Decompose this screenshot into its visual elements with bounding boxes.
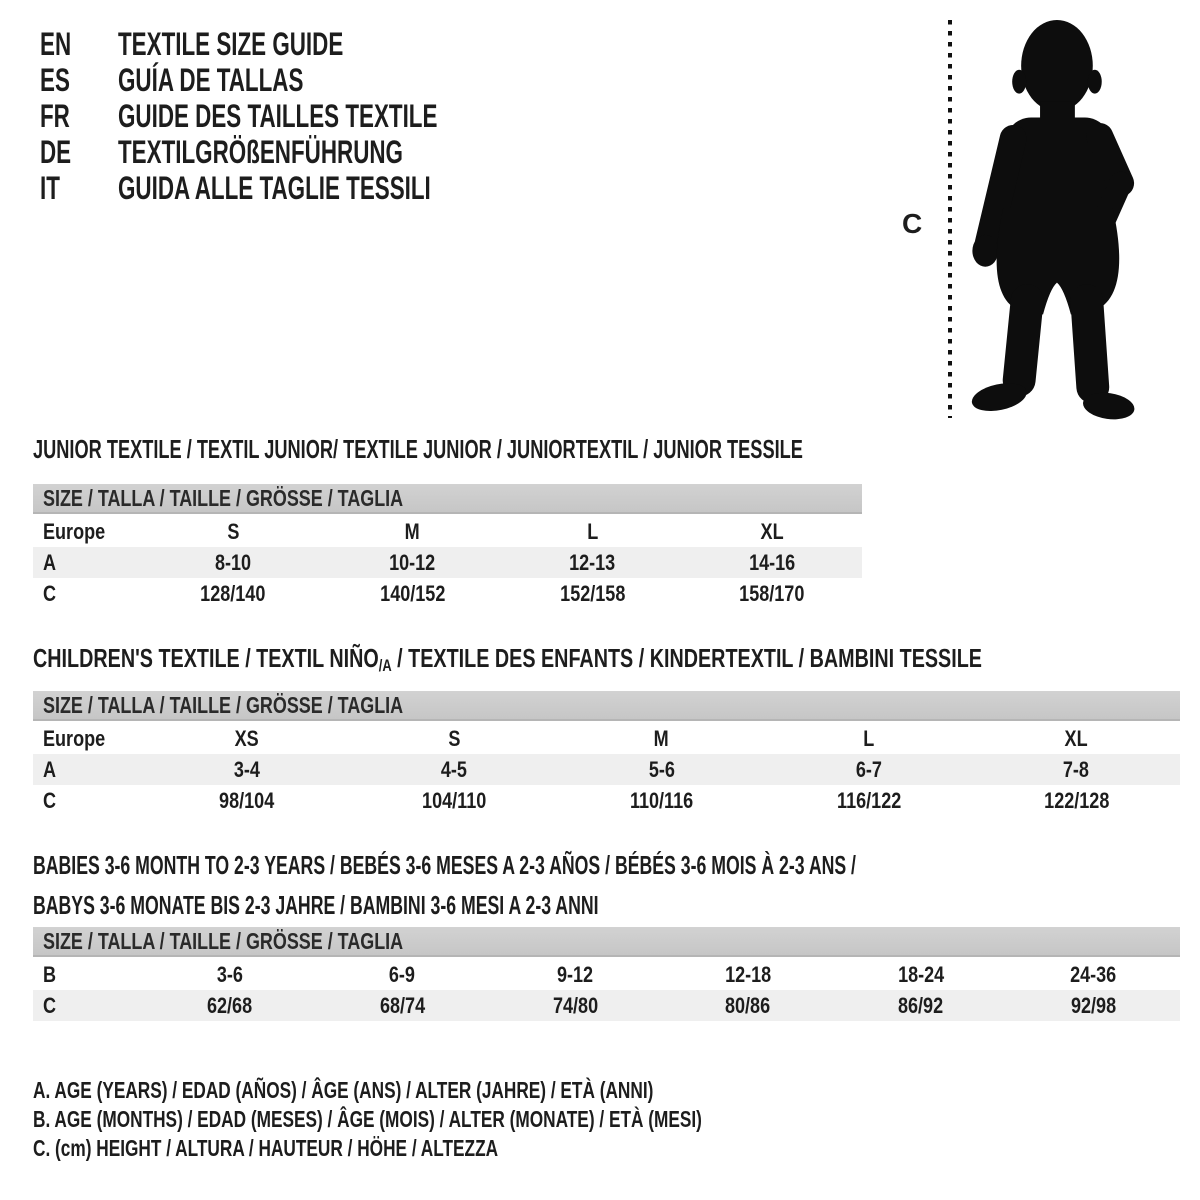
- height-cell: 80/86: [725, 992, 771, 1018]
- children-section-title: CHILDREN'S TEXTILE / TEXTIL NIÑO/A / TEXTILE DES ENFANTS / KINDERTEXTIL / BAMBINI TESSILE: [33, 643, 982, 675]
- age-cell: 14-16: [749, 549, 796, 575]
- age-cell: 18-24: [897, 961, 944, 987]
- row-label: B: [43, 961, 57, 987]
- size-header-band: SIZE / TALLA / TAILLE / GRÖSSE / TAGLIA: [33, 691, 1180, 721]
- language-row-it: [40, 170, 574, 206]
- row-label: C: [43, 787, 57, 813]
- size-cell: XS: [234, 725, 259, 751]
- size-cell: L: [863, 725, 875, 751]
- size-cell: XL: [1064, 725, 1088, 751]
- age-cell: 3-6: [216, 961, 243, 987]
- height-cell: 110/116: [629, 787, 694, 813]
- legend: [33, 1076, 925, 1163]
- language-code: DE: [40, 133, 72, 170]
- size-cell: L: [586, 518, 598, 544]
- height-cell: 152/158: [559, 580, 625, 606]
- height-cell: 98/104: [219, 787, 275, 813]
- guide-title-fr: GUIDE DES TAILLES TEXTILE: [118, 97, 438, 134]
- table-row-europe: [33, 516, 862, 547]
- baby-toddler-silhouette-icon: [955, 14, 1145, 422]
- height-cell: 140/152: [380, 580, 446, 606]
- row-label: C: [43, 580, 57, 606]
- age-cell: 7-8: [1063, 756, 1090, 782]
- babies-section-title-line2: BABYS 3-6 MONATE BIS 2-3 JAHRE / BAMBINI 3-6 MESI A 2-3 ANNI: [33, 890, 599, 920]
- language-row-de: [40, 134, 574, 170]
- table-row-age-years: [33, 754, 1180, 785]
- age-cell: 10-12: [389, 549, 436, 575]
- table-row-age-years: [33, 547, 862, 578]
- age-cell: 12-13: [569, 549, 616, 575]
- babies-section-title-line1: BABIES 3-6 MONTH TO 2-3 YEARS / BEBÉS 3-6 MESES A 2-3 AÑOS / BÉBÉS 3-6 MOIS À 2-3 ANS /: [33, 850, 856, 880]
- age-cell: 12-18: [724, 961, 771, 987]
- size-cell: S: [226, 518, 239, 544]
- row-label: A: [43, 549, 57, 575]
- language-title-list: [40, 26, 574, 206]
- language-code: FR: [40, 97, 70, 134]
- babies-size-table: [33, 927, 1180, 1021]
- table-row-europe: [33, 723, 1180, 754]
- age-cell: 4-5: [441, 756, 468, 782]
- row-label: C: [43, 992, 57, 1018]
- table-row-height-cm: [33, 990, 1180, 1021]
- legend-age-months: B. AGE (MONTHS) / EDAD (MESES) / ÂGE (MOIS) / ALTER (MONATE) / ETÀ (MESI): [33, 1106, 702, 1132]
- age-cell: 6-9: [389, 961, 416, 987]
- size-cell: M: [405, 518, 421, 544]
- height-cell: 104/110: [422, 787, 487, 813]
- table-row-height-cm: [33, 785, 1180, 816]
- height-cell: 158/170: [739, 580, 805, 606]
- guide-title-en: TEXTILE SIZE GUIDE: [118, 25, 344, 62]
- age-cell: 6-7: [855, 756, 882, 782]
- row-label: A: [43, 756, 57, 782]
- height-cell: 122/128: [1043, 787, 1109, 813]
- language-row-en: [40, 26, 574, 62]
- guide-title-de: TEXTILGRÖßENFÜHRUNG: [118, 133, 403, 170]
- children-size-table: [33, 691, 1180, 816]
- height-cell: 128/140: [200, 580, 266, 606]
- size-cell: XL: [760, 518, 784, 544]
- junior-size-table: [33, 484, 862, 609]
- language-code: ES: [40, 61, 70, 98]
- height-cell: 116/122: [836, 787, 902, 813]
- guide-title-it: GUIDA ALLE TAGLIE TESSILI: [118, 169, 431, 206]
- table-row-height-cm: [33, 578, 862, 609]
- language-code: EN: [40, 25, 72, 62]
- row-label: Europe: [43, 518, 106, 544]
- height-measure-label: C: [902, 208, 923, 239]
- size-cell: M: [653, 725, 670, 751]
- height-cell: 62/68: [206, 992, 252, 1018]
- height-measure-dashed-line: [948, 20, 952, 418]
- age-cell: 9-12: [557, 961, 594, 987]
- age-cell: 24-36: [1070, 961, 1117, 987]
- legend-age-years: A. AGE (YEARS) / EDAD (AÑOS) / ÂGE (ANS) / ALTER (JAHRE) / ETÀ (ANNI): [33, 1077, 654, 1103]
- row-label: Europe: [43, 725, 106, 751]
- language-code: IT: [40, 169, 60, 206]
- size-header-band: SIZE / TALLA / TAILLE / GRÖSSE / TAGLIA: [33, 927, 1180, 957]
- size-cell: S: [448, 725, 461, 751]
- junior-section-title: JUNIOR TEXTILE / TEXTIL JUNIOR/ TEXTILE JUNIOR / JUNIORTEXTIL / JUNIOR TESSILE: [33, 434, 803, 464]
- size-header-band: SIZE / TALLA / TAILLE / GRÖSSE / TAGLIA: [33, 484, 862, 514]
- nino-a-subscript: /A: [378, 656, 392, 675]
- table-row-age-months: [33, 959, 1180, 990]
- language-row-fr: [40, 98, 574, 134]
- height-cell: 68/74: [379, 992, 425, 1018]
- age-cell: 3-4: [233, 756, 260, 782]
- height-cell: 86/92: [898, 992, 944, 1018]
- language-row-es: [40, 62, 574, 98]
- age-cell: 8-10: [214, 549, 251, 575]
- legend-height-cm: C. (cm) HEIGHT / ALTURA / HAUTEUR / HÖHE / ALTEZZA: [33, 1135, 499, 1161]
- height-cell: 92/98: [1070, 992, 1117, 1018]
- guide-title-es: GUÍA DE TALLAS: [118, 61, 304, 98]
- height-cell: 74/80: [552, 992, 598, 1018]
- age-cell: 5-6: [648, 756, 675, 782]
